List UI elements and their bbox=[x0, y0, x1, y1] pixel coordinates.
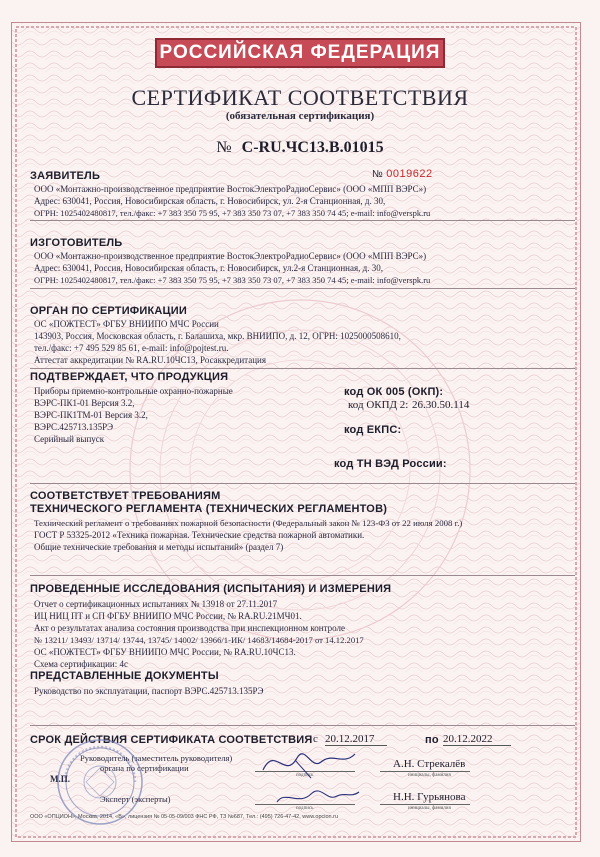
divider bbox=[30, 288, 575, 289]
validity-from-label: с bbox=[313, 733, 318, 745]
serial-prefix: № bbox=[372, 169, 384, 180]
divider bbox=[30, 575, 575, 576]
certificate-title: СЕРТИФИКАТ СООТВЕТСТВИЯ bbox=[131, 85, 469, 110]
okp-label: код ОК 005 (ОКП): bbox=[344, 386, 444, 398]
serial-value: 0019622 bbox=[386, 168, 433, 180]
documents-line: Руководство по эксплуатации, паспорт ВЭРС.425713.135РЭ bbox=[34, 686, 264, 696]
head-name-line bbox=[380, 771, 470, 772]
tests-heading: ПРОВЕДЕННЫЕ ИССЛЕДОВАНИЯ (ИСПЫТАНИЯ) И ИЗМЕРЕНИЯ bbox=[30, 583, 392, 595]
certificate-subtitle: (обязательная сертификация) bbox=[225, 110, 375, 122]
applicant-line: Адрес: 630041, Россия, Новосибирская область, г. Новосибирск, ул. 2-я Станционная, д. 30, bbox=[34, 196, 386, 206]
country-banner: РОССИЙСКАЯ ФЕДЕРАЦИЯ bbox=[155, 38, 445, 68]
name-caption: инициалы, фамилия bbox=[408, 806, 451, 811]
expert-name: Н.Н. Гурьянова bbox=[393, 791, 466, 803]
stamp-place-label: М.П. bbox=[50, 774, 70, 784]
ekps-label: код ЕКПС: bbox=[344, 424, 402, 436]
cert-body-line: тел./факс: +7 495 529 85 61, e-mail: info@pojtest.ru. bbox=[34, 343, 229, 353]
manufacturer-line: Адрес: 630041, Россия, Новосибирская область, г. Новосибирск, ул.2-я Станционная, д. 30, bbox=[34, 263, 383, 273]
product-heading: ПОДТВЕРЖДАЕТ, ЧТО ПРОДУКЦИЯ bbox=[30, 371, 229, 383]
regulation-heading: ТЕХНИЧЕСКОГО РЕГЛАМЕНТА (ТЕХНИЧЕСКИХ РЕГЛАМЕНТОВ) bbox=[30, 503, 388, 515]
manufacturer-line: ООО «Монтажно-производственное предприятие ВостокЭлектроРадиоСервис» (ООО «МПП ВЭРС») bbox=[34, 251, 427, 261]
serial-number bbox=[372, 168, 433, 180]
documents-heading: ПРЕДСТАВЛЕННЫЕ ДОКУМЕНТЫ bbox=[30, 670, 219, 682]
validity-heading: СРОК ДЕЙСТВИЯ СЕРТИФИКАТА СООТВЕТСТВИЯ bbox=[30, 734, 313, 746]
conformity-line: Общие технические требования и методы испытаний» (раздел 7) bbox=[34, 542, 284, 552]
product-line: ВЭРС-ПК1ТМ-01 Версия 3.2, bbox=[34, 410, 148, 420]
number-sign: № bbox=[216, 139, 232, 156]
conformity-heading: СООТВЕТСТВУЕТ ТРЕБОВАНИЯМ bbox=[30, 490, 221, 502]
tests-line: Схема сертификации: 4с bbox=[34, 659, 128, 669]
certificate-number bbox=[0, 139, 600, 157]
tests-line: № 13211/ 13493/ 13714/ 13744, 13745/ 14002/ 13966/1-ИК/ 14683/14684-2017 от 14.12.2017 bbox=[34, 635, 364, 645]
product-line: ВЭРС-ПК1-01 Версия 3.2, bbox=[34, 398, 135, 408]
applicant-line: ООО «Монтажно-производственное предприятие ВостокЭлектроРадиоСервис» (ООО «МПП ВЭРС») bbox=[34, 184, 427, 194]
expert-name-line bbox=[380, 804, 470, 805]
name-caption: инициалы, фамилия bbox=[408, 773, 451, 778]
validity-to-label: по bbox=[425, 734, 439, 746]
divider bbox=[30, 725, 575, 726]
expert-label: Эксперт (эксперты) bbox=[100, 794, 171, 804]
okpd-value: 26.30.50.114 bbox=[412, 399, 470, 411]
conformity-line: Технический регламент о требованиях пожарной безопасности (Федеральный закон № 123-ФЗ от 22 июля 2008 г.) bbox=[34, 518, 463, 528]
applicant-line: ОГРН: 1025402480817, тел./факс: +7 383 350 75 95, +7 383 350 73 07, +7 383 350 74 45; e-mail: info@verspk.ru bbox=[34, 208, 431, 218]
cert-body-line: ОС «ПОЖТЕСТ» ФГБУ ВНИИПО МЧС России bbox=[34, 319, 219, 329]
cert-body-line: 143903, Россия, Московская область, г. Балашиха, мкр. ВНИИПО, д. 12, ОГРН: 1025000508610, bbox=[34, 331, 401, 341]
conformity-line: ГОСТ Р 53325-2012 «Техника пожарная. Технические средства пожарной автоматики. bbox=[34, 530, 365, 540]
okpd-label: код ОКПД 2: bbox=[348, 399, 409, 411]
printer-footer: ООО «ОПЦИОН», Москва, 2014, «В», лицензия № 05-05-09/003 ФНС РФ, ТЗ №687, Тел.: (495) 726-47-42, www.opcion.ru bbox=[30, 814, 339, 820]
validity-from-date: 20.12.2017 bbox=[325, 733, 387, 746]
divider bbox=[30, 220, 575, 221]
manufacturer-heading: ИЗГОТОВИТЕЛЬ bbox=[30, 237, 123, 249]
validity-to-date: 20.12.2022 bbox=[443, 733, 511, 746]
divider bbox=[30, 483, 575, 484]
applicant-heading: ЗАЯВИТЕЛЬ bbox=[30, 170, 101, 182]
product-line: ВЭРС.425713.135РЭ bbox=[34, 422, 114, 432]
signature-caption: подпись bbox=[296, 773, 314, 778]
tests-line: ИЦ НИЦ ПТ и СП ФГБУ ВНИИПО МЧС России, № RA.RU.21МЧ01. bbox=[34, 611, 302, 621]
head-signatory-label: органа по сертификации bbox=[100, 763, 189, 773]
cert-body-heading: ОРГАН ПО СЕРТИФИКАЦИИ bbox=[30, 305, 187, 317]
tests-line: Отчет о сертификационных испытаниях № 13918 от 27.11.2017 bbox=[34, 599, 278, 609]
head-signatory-label: Руководитель (заместитель руководителя) bbox=[80, 753, 233, 763]
certificate-number-value: С-RU.ЧС13.В.01015 bbox=[241, 139, 384, 156]
manufacturer-line: ОГРН: 1025402480817, тел./факс: +7 383 350 75 95, +7 383 350 73 07, +7 383 350 74 45; e-mail: info@verspk.ru bbox=[34, 275, 431, 285]
handwritten-signatures bbox=[255, 740, 365, 810]
divider bbox=[30, 368, 575, 369]
cert-body-line: Аттестат аккредитации № RA.RU.10ЧС13, Росаккредитация bbox=[34, 355, 266, 365]
product-line: Приборы приемно-контрольные охранно-пожарные bbox=[34, 386, 233, 396]
tnved-label: код ТН ВЭД России: bbox=[334, 458, 447, 470]
tests-line: ОС «ПОЖТЕСТ» ФГБУ ВНИИПО МЧС России, № RA.RU.10ЧС13. bbox=[34, 647, 296, 657]
head-signatory-name: А.Н. Стрекалёв bbox=[393, 758, 466, 770]
product-line: Серийный выпуск bbox=[34, 434, 105, 444]
tests-line: Акт о результатах анализа состояния производства при инспекционном контроле bbox=[34, 623, 345, 633]
signature-caption: подпись bbox=[296, 806, 314, 811]
